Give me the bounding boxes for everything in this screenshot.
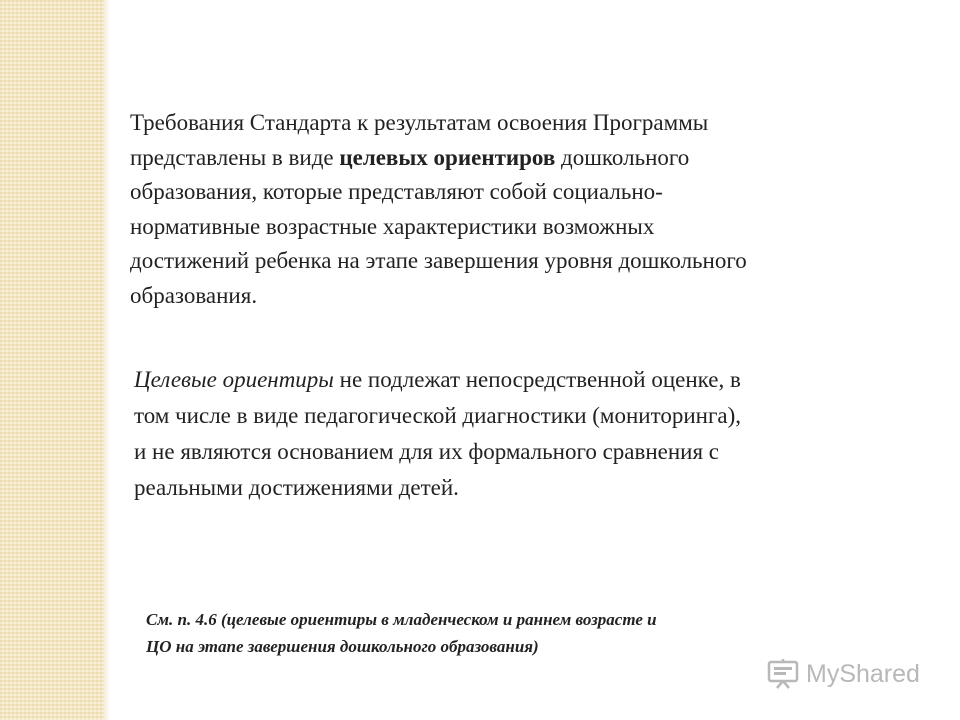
note-line: См. п. 4.6 (целевые ориентиры в младенческом и раннем возрасте и [146, 610, 657, 629]
para1-text: дошкольного [555, 144, 690, 170]
para2-line [134, 362, 934, 398]
decorative-side-band [0, 0, 104, 720]
para1-line: образования, которые представляют собой социально- [130, 179, 663, 204]
bold-term: целевых ориентиров [339, 144, 556, 170]
reference-note [146, 606, 906, 660]
requirements-paragraph [130, 106, 930, 313]
projector-screen-icon [766, 658, 800, 690]
para1-line: нормативные возрастные характеристики возможных [130, 213, 655, 239]
side-band-edge [104, 0, 110, 720]
para1-line: достижений ребенка на этапе завершения уровня дошкольного [130, 248, 747, 273]
watermark-text: MyShared [806, 659, 920, 688]
para2-line: и не являются основанием для их формального сравнения с [134, 439, 720, 464]
para1-line: образования. [130, 282, 258, 308]
para1-text: представлены в виде [130, 144, 340, 170]
targets-paragraph [134, 362, 934, 506]
para1-line [130, 141, 930, 176]
myshared-watermark [766, 654, 920, 694]
italic-term: Целевые ориентиры [134, 367, 334, 392]
note-line: ЦО на этапе завершения дошкольного образования) [146, 637, 539, 656]
para2-line: том числе в виде педагогической диагностики (мониторинга), [134, 403, 742, 428]
para1-line: Требования Стандарта к результатам освоения Программы [130, 110, 709, 135]
para2-text: не подлежат непосредственной оценке, в [333, 367, 741, 392]
para2-line: реальными достижениями детей. [134, 475, 459, 500]
